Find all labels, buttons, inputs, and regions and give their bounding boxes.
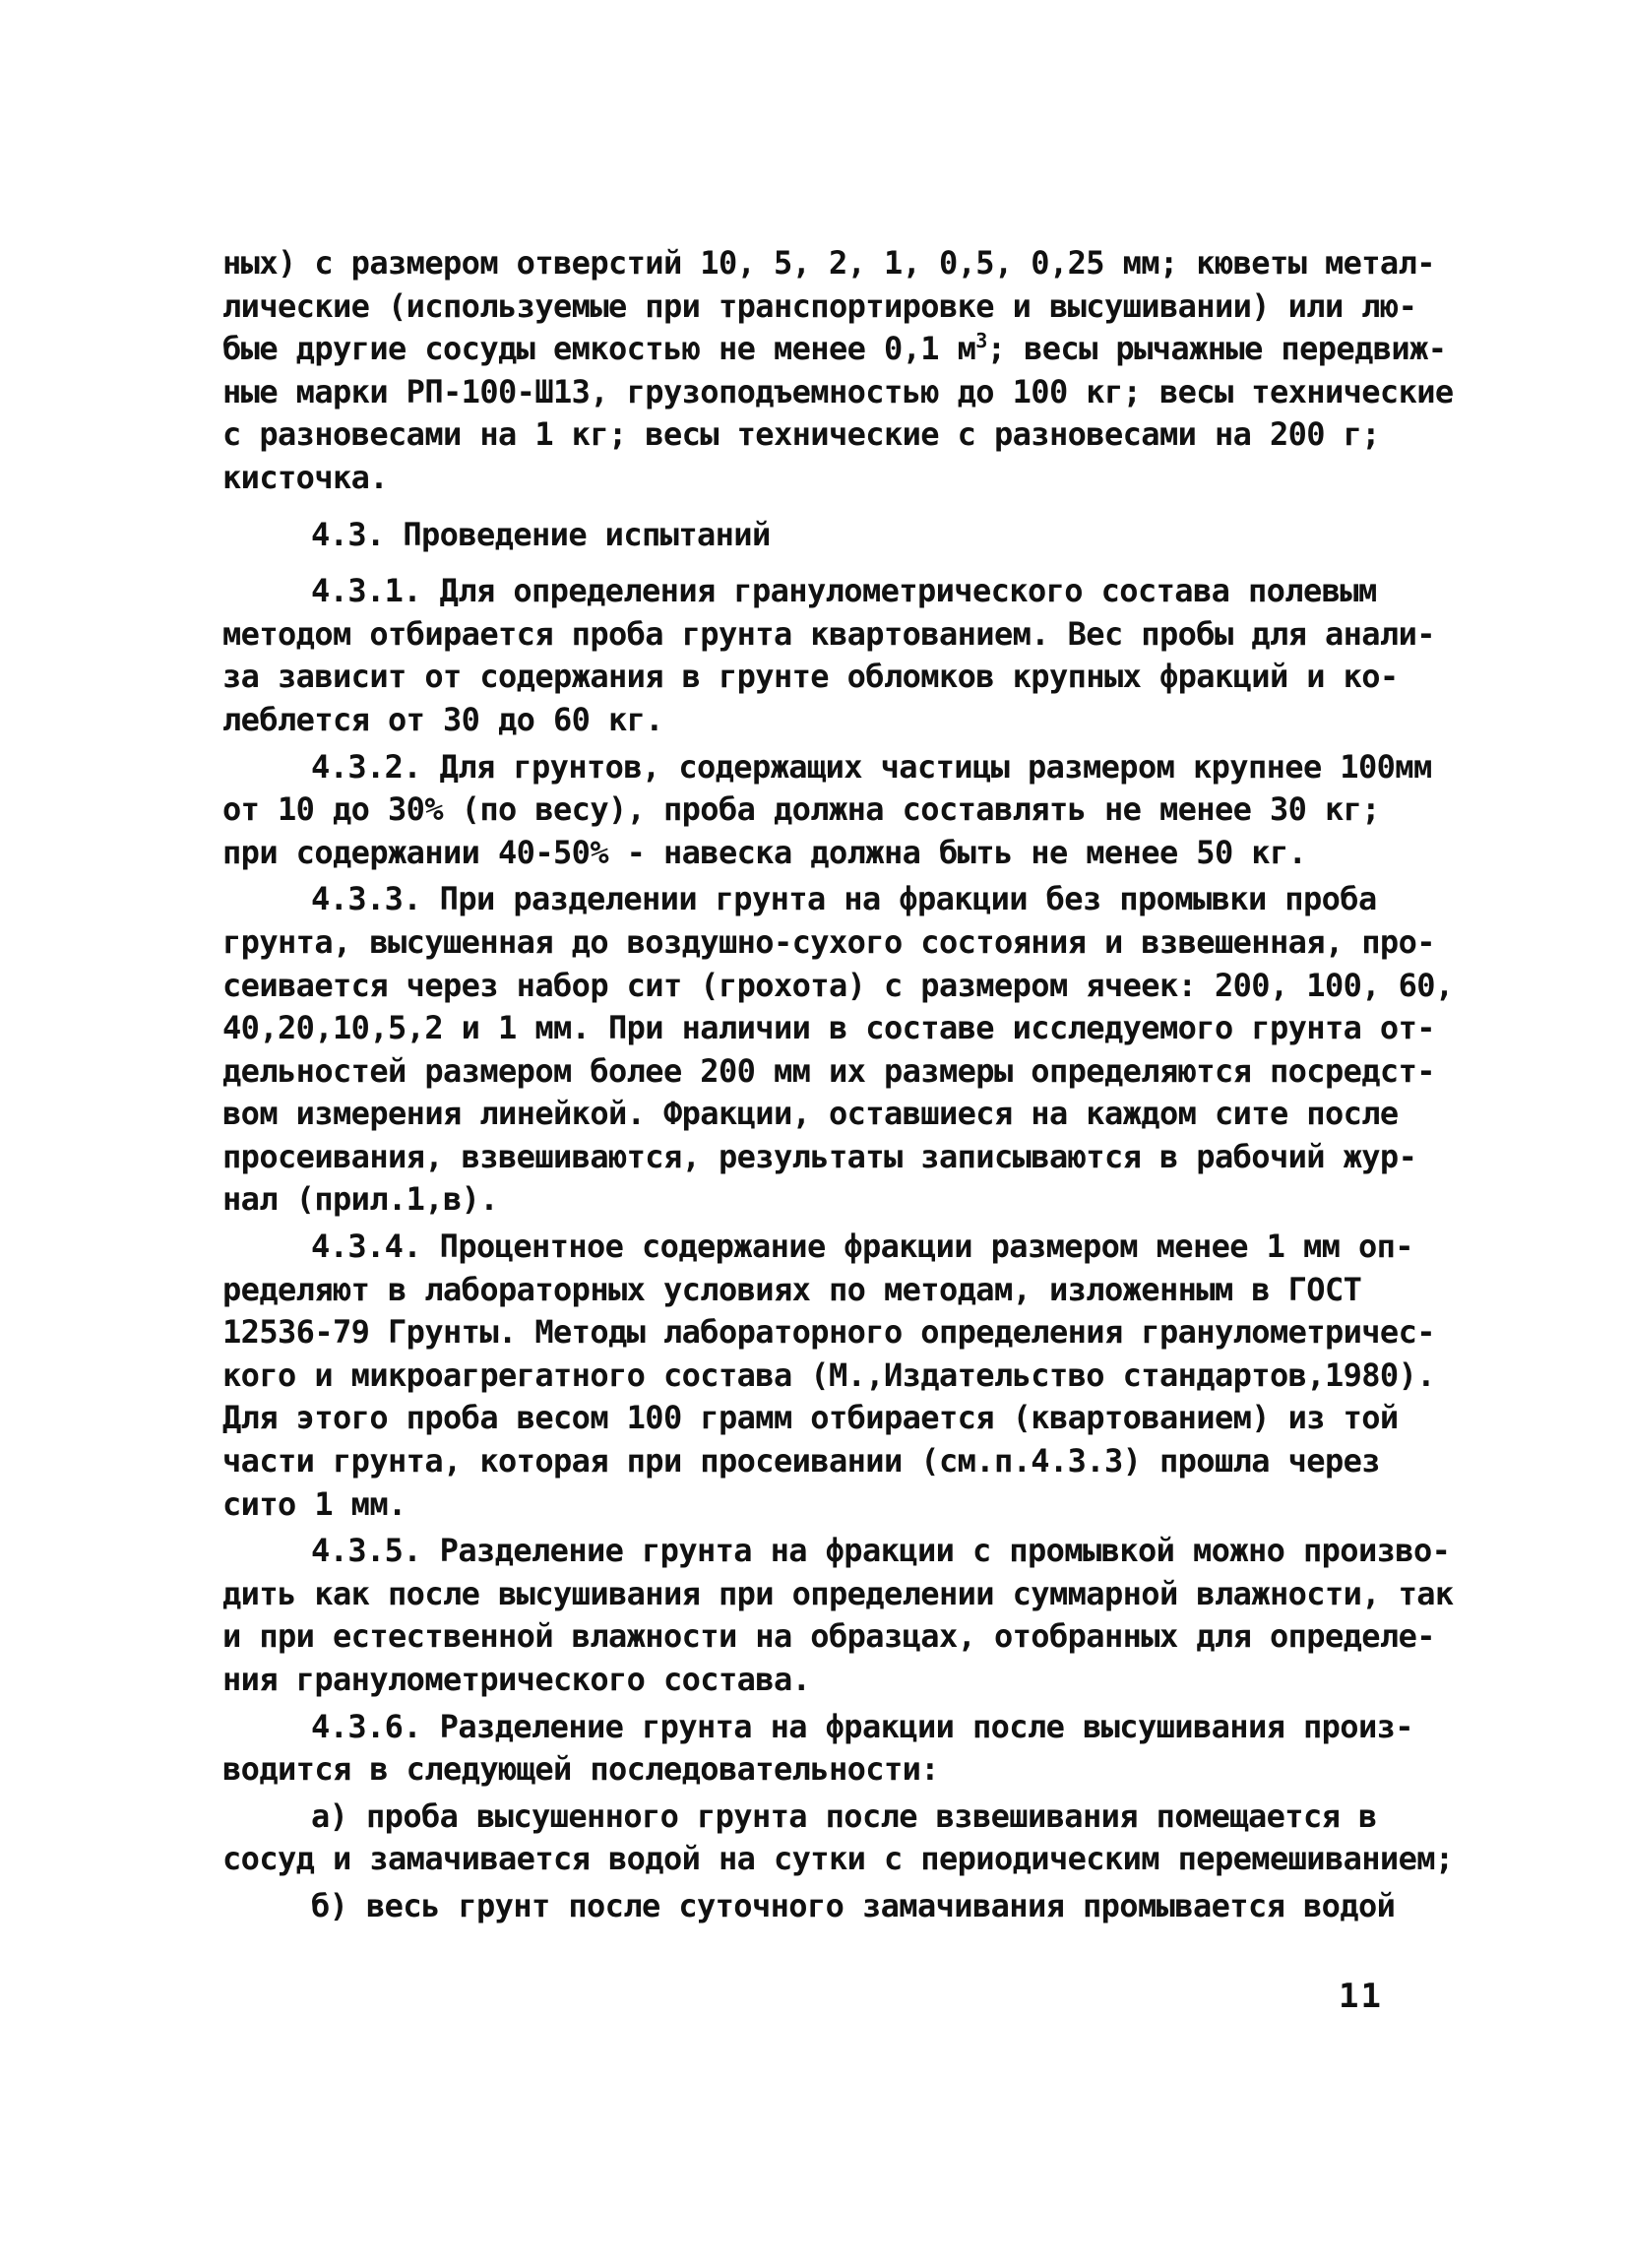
text-line: сеивается через набор сит (грохота) с размером ячеек: 200, 100, 60, [222, 966, 1454, 1004]
text-line: просеивания, взвешиваются, результаты записываются в рабочий жур- [222, 1137, 1417, 1175]
section-heading: 4.3. Проведение испытаний [311, 515, 771, 553]
text-line: ных) с размером отверстий 10, 5, 2, 1, 0,5, 0,25 мм; кюветы метал- [222, 244, 1435, 282]
paragraph-4-3-2-first-line: 4.3.2. Для грунтов, содержащих частицы размером крупнее 100мм [311, 747, 1432, 786]
text-line: грунта, высушенная до воздушно-сухого состояния и взвешенная, про- [222, 922, 1435, 961]
paragraph-4-3-6-first-line: 4.3.6. Разделение грунта на фракции после высушивания произ- [311, 1707, 1413, 1745]
text-line: сосуд и замачивается водой на сутки с периодическим перемешиванием; [222, 1840, 1454, 1878]
paragraph-4-3-1-first-line: 4.3.1. Для определения гранулометрического состава полевым [311, 572, 1377, 610]
list-item-b: б) весь грунт после суточного замачивания промывается водой [311, 1886, 1396, 1924]
text-line: с разновесами на 1 кг; весы технические с разновесами на 200 г; [222, 415, 1380, 454]
text-line: части грунта, которая при просеивании (см.п.4.3.3) прошла через [222, 1442, 1380, 1480]
spacer [222, 500, 1423, 514]
text-line: вом измерения линейкой. Фракции, оставшиеся на каждом сите после [222, 1095, 1399, 1133]
text-line: 12536-79 Грунты. Методы лабораторного определения гранулометричес- [222, 1313, 1435, 1352]
body-text [222, 242, 1454, 1928]
paragraph-4-3-4-first-line: 4.3.4. Процентное содержание фракции размером менее 1 мм оп- [311, 1228, 1413, 1266]
text-line: ределяют в лабораторных условиях по методам, изложенным в ГОСТ [222, 1270, 1362, 1308]
text-line: водится в следующей последовательности: [222, 1750, 939, 1789]
text-fragment: бые другие сосуды емкостью не менее 0,1 м [222, 330, 976, 368]
text-line: и при естественной влажности на образцах, отобранных для определе- [222, 1617, 1435, 1656]
text-line: за зависит от содержания в грунте обломков крупных фракций и ко- [222, 658, 1399, 696]
text-line: дить как после высушивания при определении суммарной влажности, так [222, 1574, 1454, 1612]
text-line: ные марки РП-100-Ш13, грузоподъемностью до 100 кг; весы технические [222, 372, 1454, 410]
text-line-with-superscript [222, 328, 1447, 371]
paragraph-4-3-5-first-line: 4.3.5. Разделение грунта на фракции с промывкой можно произво- [311, 1532, 1451, 1570]
text-line: от 10 до 30% (по весу), проба должна составлять не менее 30 кг; [222, 790, 1380, 829]
text-line: кисточка. [222, 458, 388, 496]
superscript: 3 [975, 329, 987, 353]
text-line: методом отбирается проба грунта квартованием. Вес пробы для анали- [222, 614, 1435, 653]
text-line: дельностей размером более 200 мм их размеры определяются посредст- [222, 1051, 1435, 1090]
text-line: леблется от 30 до 60 кг. [222, 700, 663, 738]
text-line: Для этого проба весом 100 грамм отбирается (квартованием) из той [222, 1399, 1399, 1437]
spacer [222, 556, 1423, 570]
text-line: сито 1 мм. [222, 1484, 407, 1523]
text-line: лические (используемые при транспортировке и высушивании) или лю- [222, 286, 1417, 325]
page-number: 11 [1339, 1977, 1383, 2016]
text-line: нал (прил.1,в). [222, 1180, 498, 1219]
text-fragment: ; весы рычажные передвиж- [986, 330, 1447, 368]
text-line: кого и микроагрегатного состава (М.,Издательство стандартов,1980). [222, 1355, 1435, 1394]
list-item-a: а) проба высушенного грунта после взвешивания помещается в [311, 1796, 1377, 1835]
text-line: 40,20,10,5,2 и 1 мм. При наличии в составе исследуемого грунта от- [222, 1009, 1435, 1047]
paragraph-4-3-3-first-line: 4.3.3. При разделении грунта на фракции без промывки проба [311, 880, 1377, 918]
text-line: ния гранулометрического состава. [222, 1661, 811, 1698]
text-line: при содержании 40-50% - навеска должна быть не менее 50 кг. [222, 833, 1307, 871]
